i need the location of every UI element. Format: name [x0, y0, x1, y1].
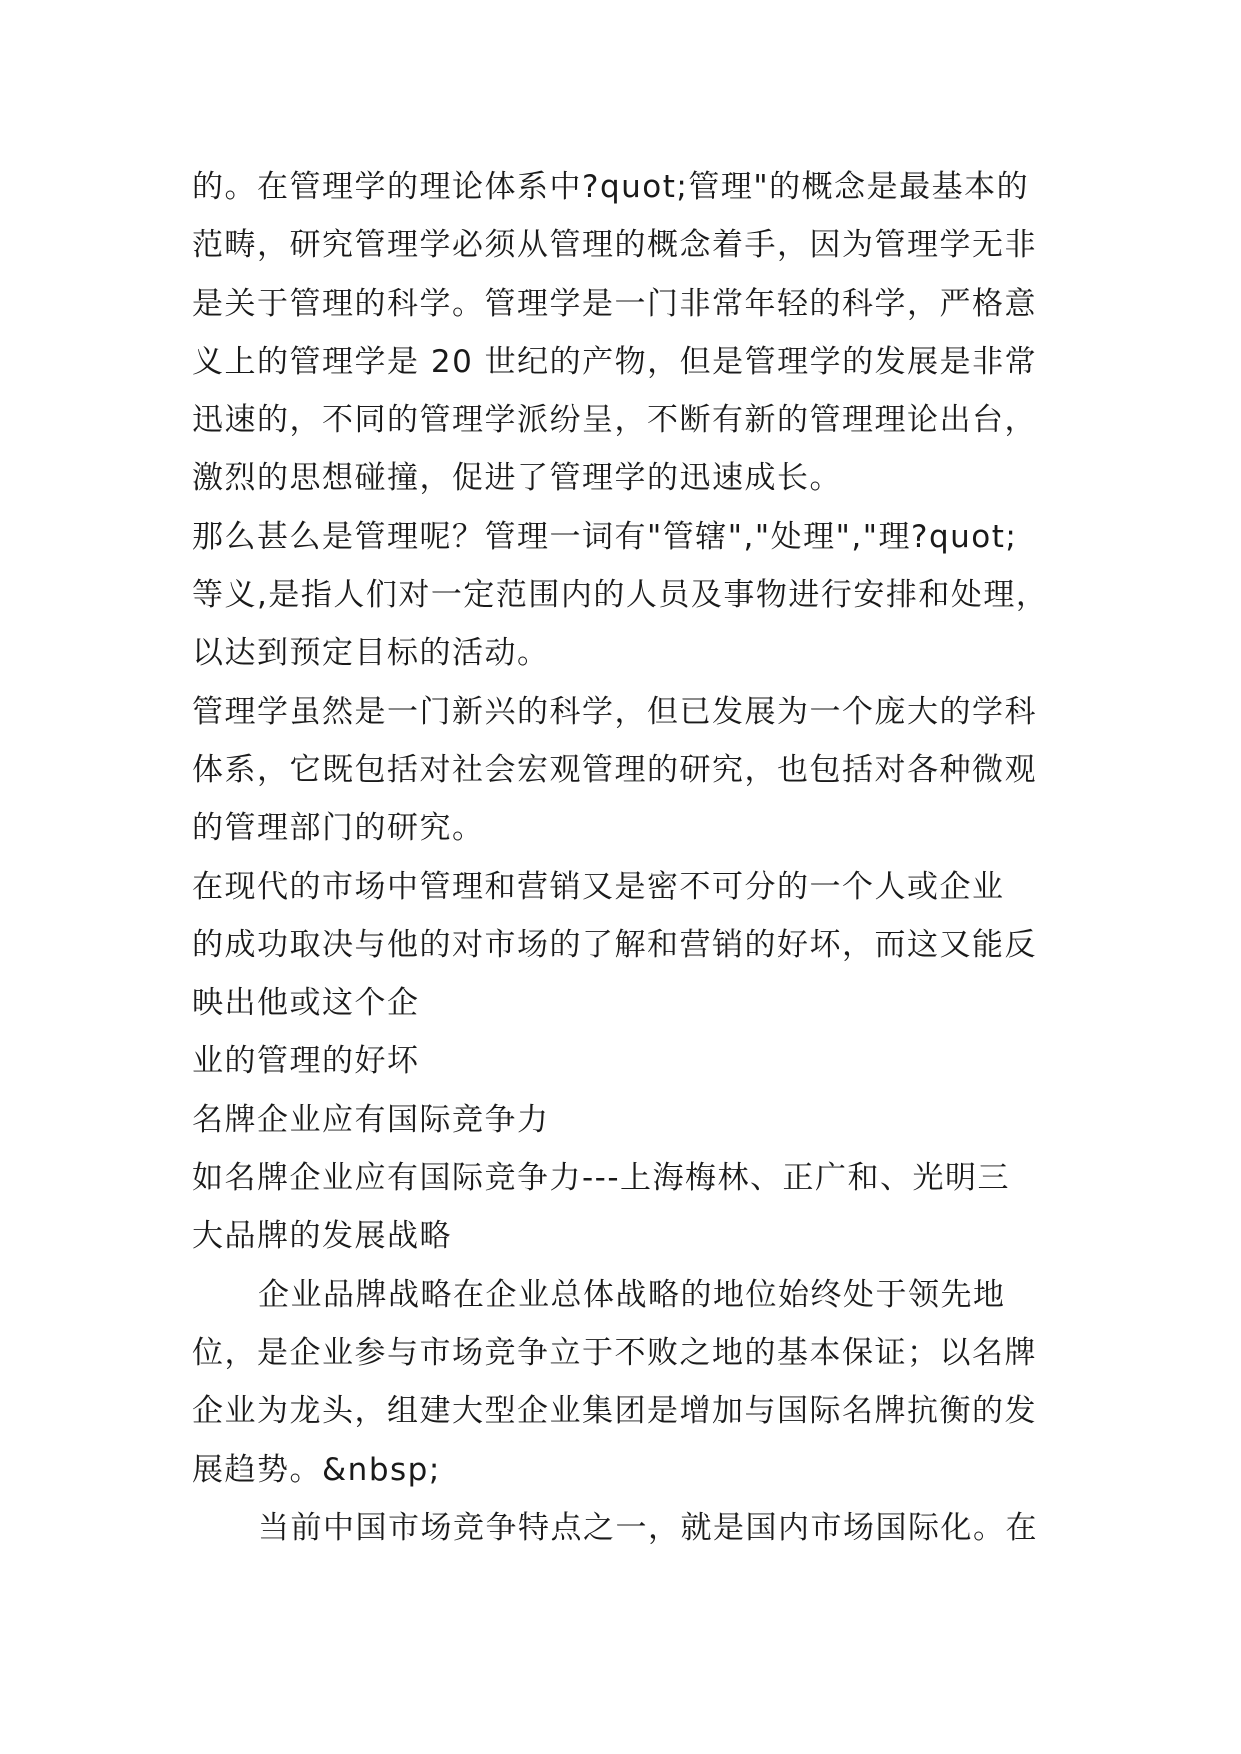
- text-line: 业的管理的好坏: [192, 1043, 420, 1080]
- heading-line: 名牌企业应有国际竞争力: [192, 1101, 550, 1138]
- text-line: 范畴，研究管理学必须从管理的概念着手，因为管理学无非: [192, 227, 1037, 264]
- text-line: 管理学虽然是一门新兴的科学，但已发展为一个庞大的学科: [192, 693, 1037, 730]
- text-line: 企业为龙头，组建大型企业集团是增加与国际名牌抗衡的发: [192, 1393, 1037, 1430]
- text-line: 展趋势。&nbsp;: [192, 1451, 441, 1488]
- text-line: 在现代的市场中管理和营销又是密不可分的一个人或企业: [192, 868, 1005, 905]
- text-line: 以达到预定目标的活动。: [192, 635, 550, 672]
- text-line: 的管理部门的研究。: [192, 810, 485, 847]
- text-line: 那么甚么是管理呢？管理一词有"管辖","处理","理?quot;: [192, 518, 1018, 555]
- body-text: [192, 158, 1052, 1557]
- text-line: 映出他或这个企: [192, 985, 420, 1022]
- text-line: 位，是企业参与市场竞争立于不败之地的基本保证；以名牌: [192, 1334, 1037, 1371]
- text-line: 大品牌的发展战略: [192, 1218, 452, 1255]
- text-line: 如名牌企业应有国际竞争力---上海梅林、正广和、光明三: [192, 1160, 1011, 1197]
- text-line: 体系，它既包括对社会宏观管理的研究，也包括对各种微观: [192, 751, 1037, 788]
- text-line: 迅速的，不同的管理学派纷呈，不断有新的管理理论出台，: [192, 402, 1037, 439]
- text-line: 等义,是指人们对一定范围内的人员及事物进行安排和处理，: [192, 577, 1049, 614]
- text-line: 是关于管理的科学。管理学是一门非常年轻的科学，严格意: [192, 285, 1037, 322]
- text-line: 当前中国市场竞争特点之一，就是国内市场国际化。在: [258, 1509, 1038, 1546]
- text-line: 激烈的思想碰撞，促进了管理学的迅速成长。: [192, 460, 842, 497]
- text-line: 义上的管理学是 20 世纪的产物，但是管理学的发展是非常: [192, 343, 1038, 380]
- text-line: 企业品牌战略在企业总体战略的地位始终处于领先地: [258, 1276, 1006, 1313]
- text-line: 的。在管理学的理论体系中?quot;管理"的概念是最基本的: [192, 169, 1030, 205]
- text-line: 的成功取决与他的对市场的了解和营销的好坏，而这又能反: [192, 926, 1037, 963]
